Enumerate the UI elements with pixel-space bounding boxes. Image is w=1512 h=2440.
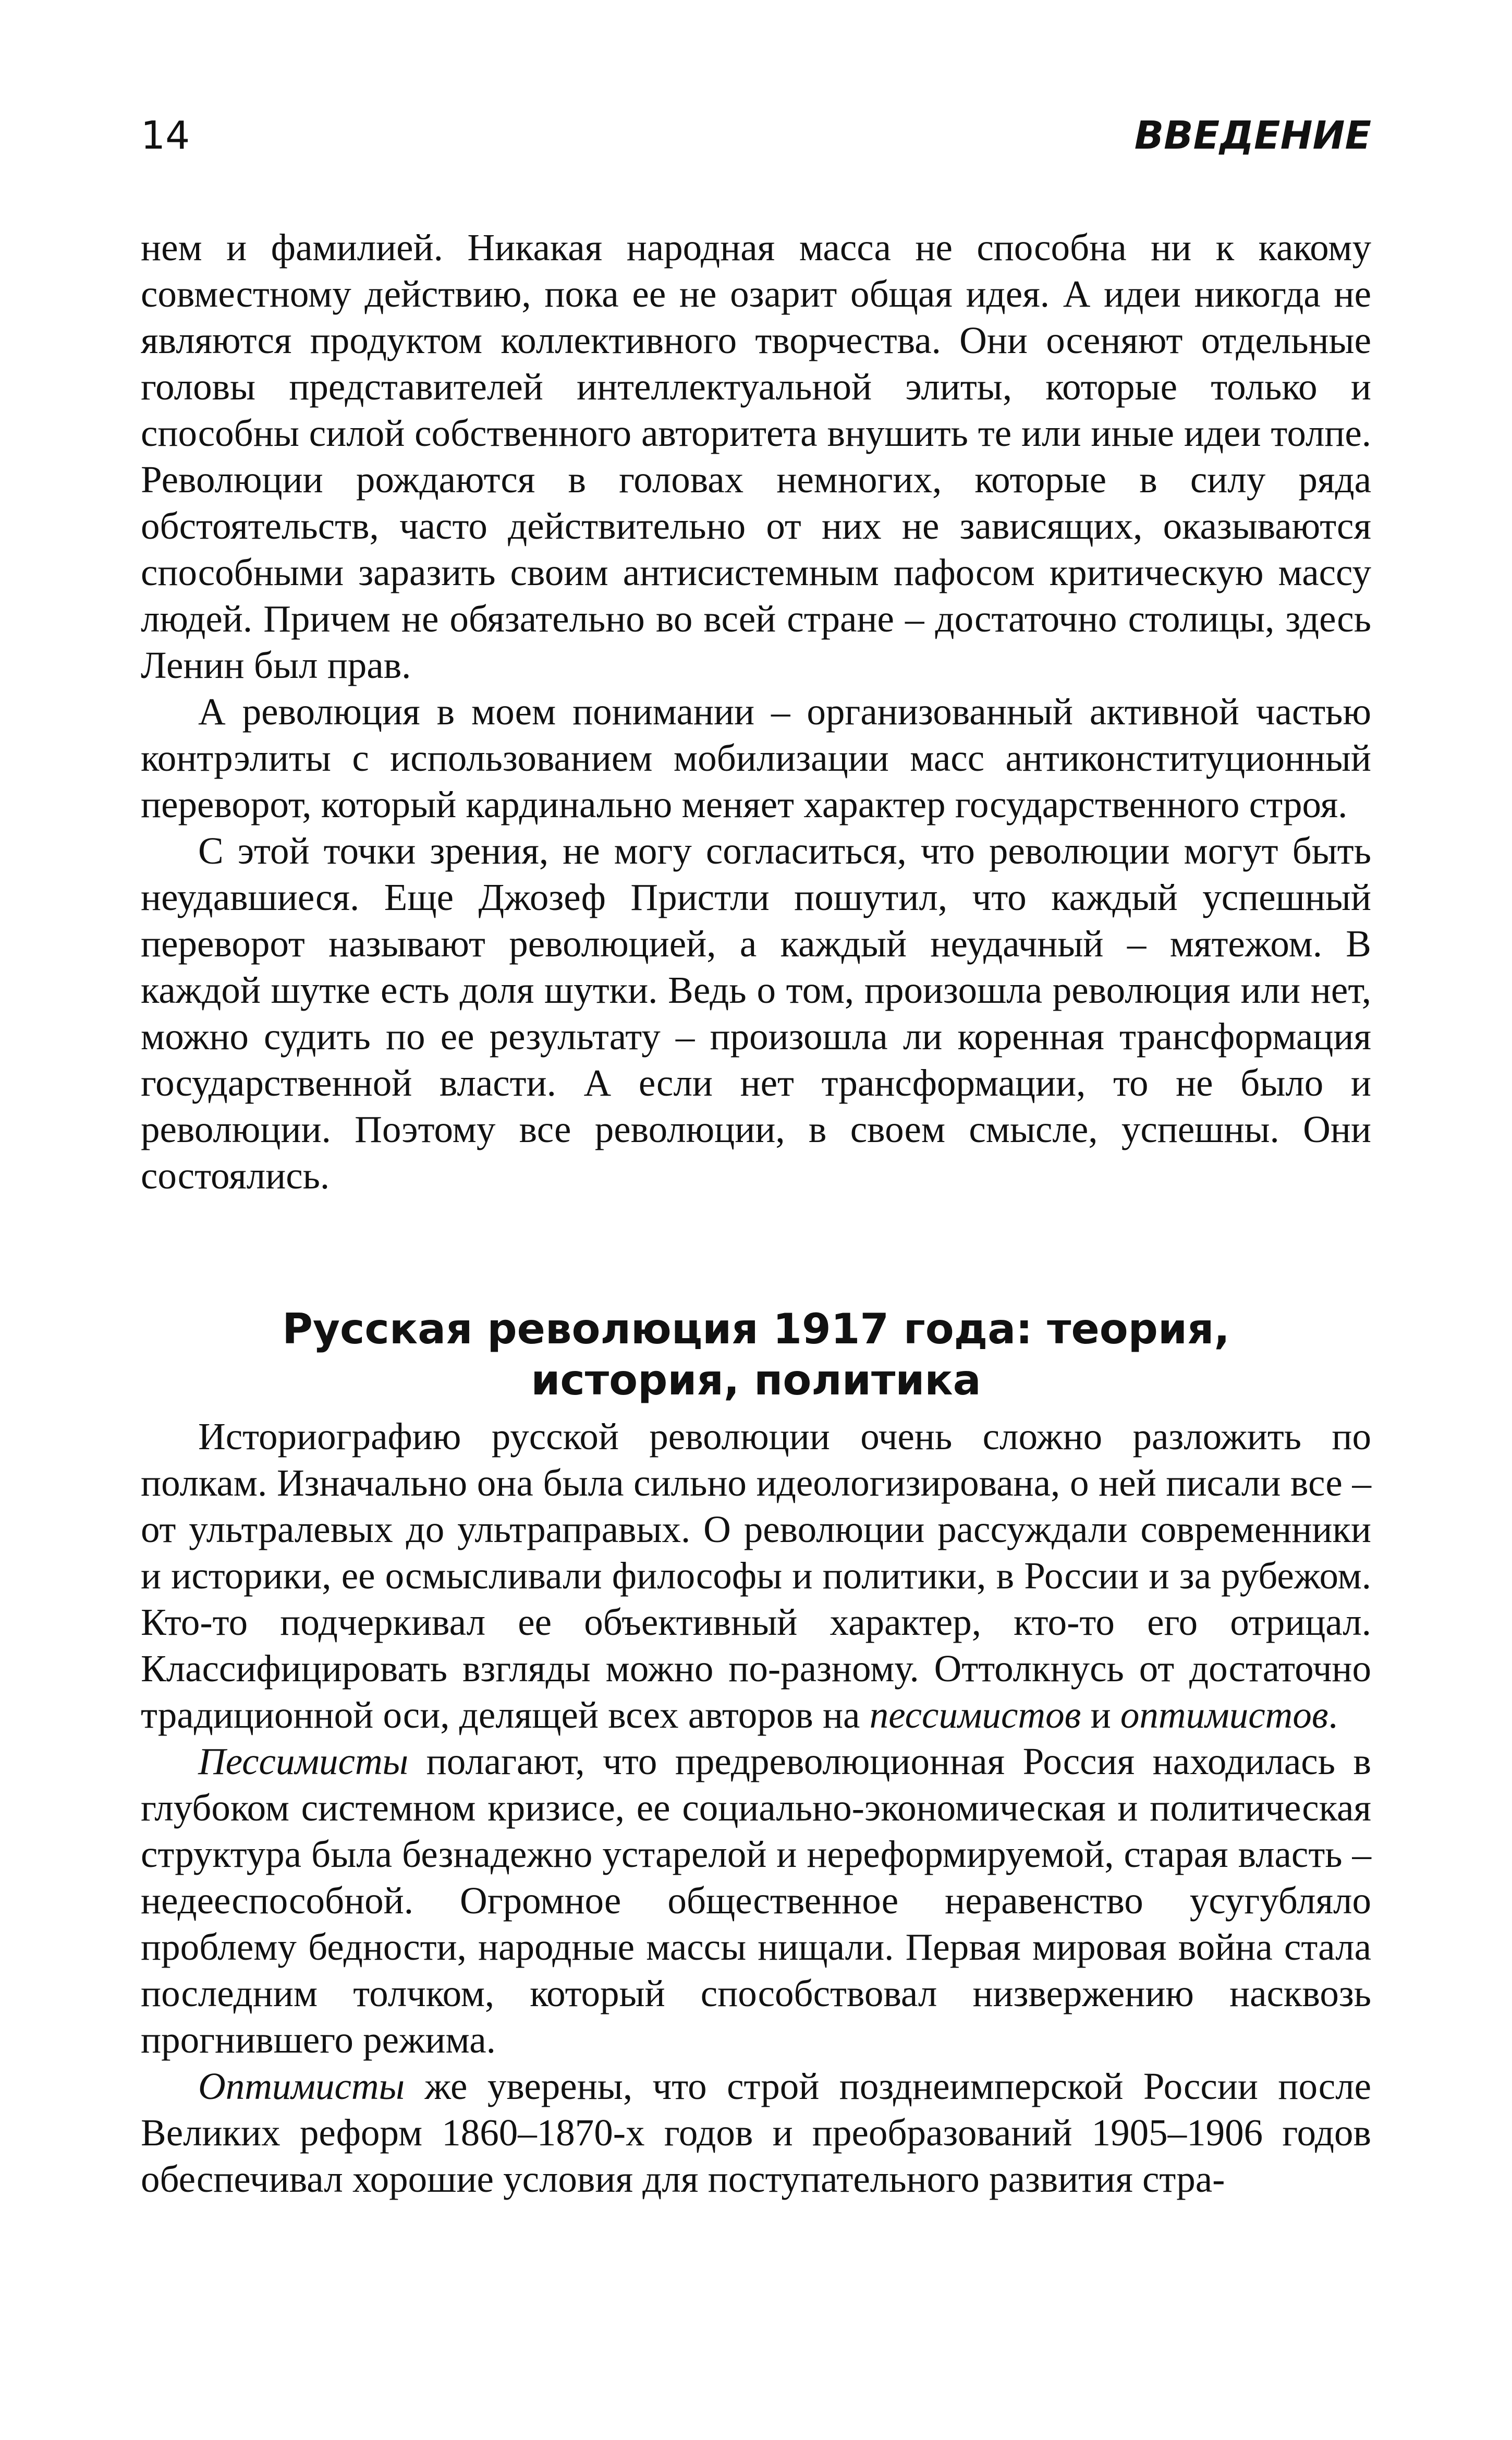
- running-head: [141, 110, 1371, 172]
- paragraph: [141, 1738, 1371, 2063]
- paragraph: С этой точки зрения, не могу согласиться, что революции могут быть неудавшиеся. Еще Джозеф Пристли пошутил, что каждый успешный переворот называют революцией, а каждый неудачный – мятежом. В каждой шутке есть доля шутки. Ведь о том, произошла революция или нет, можно судить по ее результату – произошла ли коренная трансформация государственной власти. А если нет трансформации, то не было и революции. Поэтому все революции, в своем смысле, успешны. Они состоялись.: [141, 830, 1371, 1197]
- italic-term: Пессимисты: [198, 1740, 409, 1782]
- text-block-historiography: [141, 1413, 1371, 2202]
- paragraph-text: полагают, что предреволюционная Россия находилась в глубоком системном кризисе, ее социально-экономическая и политическая структура была безнадежно устарелой и нереформируемой, старая власть – недееспособной. Огромное общественное неравенство усугубляло проблему бедности, народные массы нищали. Первая мировая война стала последним толчком, который способствовал низвержению насквозь прогнившего режима.: [141, 1740, 1371, 2061]
- paragraph-text: Историографию русской революции очень сложно разложить по полкам. Изначально она была сильно идеологизирована, о ней писали все – от ультралевых до ультраправых. О революции рассуждали современники и историки, ее осмысливали философы и политики, в России и за рубежом. Кто-то подчеркивал ее объективный характер, кто-то его отрицал. Классифицировать взгляды можно по-разному. Оттолкнусь от достаточно традиционной оси, делящей всех авторов на: [141, 1415, 1371, 1736]
- period: .: [1328, 1694, 1338, 1736]
- italic-term: Оптимисты: [198, 2065, 405, 2107]
- conjunction: и: [1081, 1694, 1120, 1736]
- section-heading-line: история, политика: [531, 1356, 981, 1404]
- paragraph-text: же уверены, что строй позднеимперской России после Великих реформ 1860–1870-х годов и преобразований 1905–1906 годов обеспечивал хорошие условия для поступательного развития стра-: [141, 2065, 1371, 2200]
- paragraph: нем и фамилией. Никакая народная масса не способна ни к какому совместному действию, пока ее не озарит общая идея. А идеи никогда не являются продуктом коллективного творчества. Они осеняют отдельные головы представителей интеллектуальной элиты, которые только и способны силой собственного авторитета внушить те или иные идеи толпе. Революции рождаются в головах немногих, которые в силу ряда обстоятельств, часто действительно от них не зависящих, оказываются способными заразить своим антисистемным пафосом критическую массу людей. Причем не обязательно во всей стране – достаточно столицы, здесь Ленин был прав.: [141, 226, 1371, 686]
- text-block-intro: [141, 224, 1371, 1199]
- italic-term: пессимистов: [869, 1694, 1081, 1736]
- page-number: 14: [141, 113, 190, 158]
- italic-term: оптимистов: [1120, 1694, 1328, 1736]
- paragraph: А революция в моем понимании – организованный активной частью контрэлиты с использованием мобилизации масс антиконституционный переворот, который кардинально меняет характер государственного строя.: [141, 690, 1371, 826]
- section-heading-line: Русская революция 1917 года: теория,: [282, 1305, 1230, 1353]
- paragraph: [141, 2063, 1371, 2202]
- section-heading: [141, 1304, 1371, 1406]
- running-section-title: ВВЕДЕНИЕ: [1134, 113, 1371, 158]
- paragraph: [141, 1413, 1371, 1738]
